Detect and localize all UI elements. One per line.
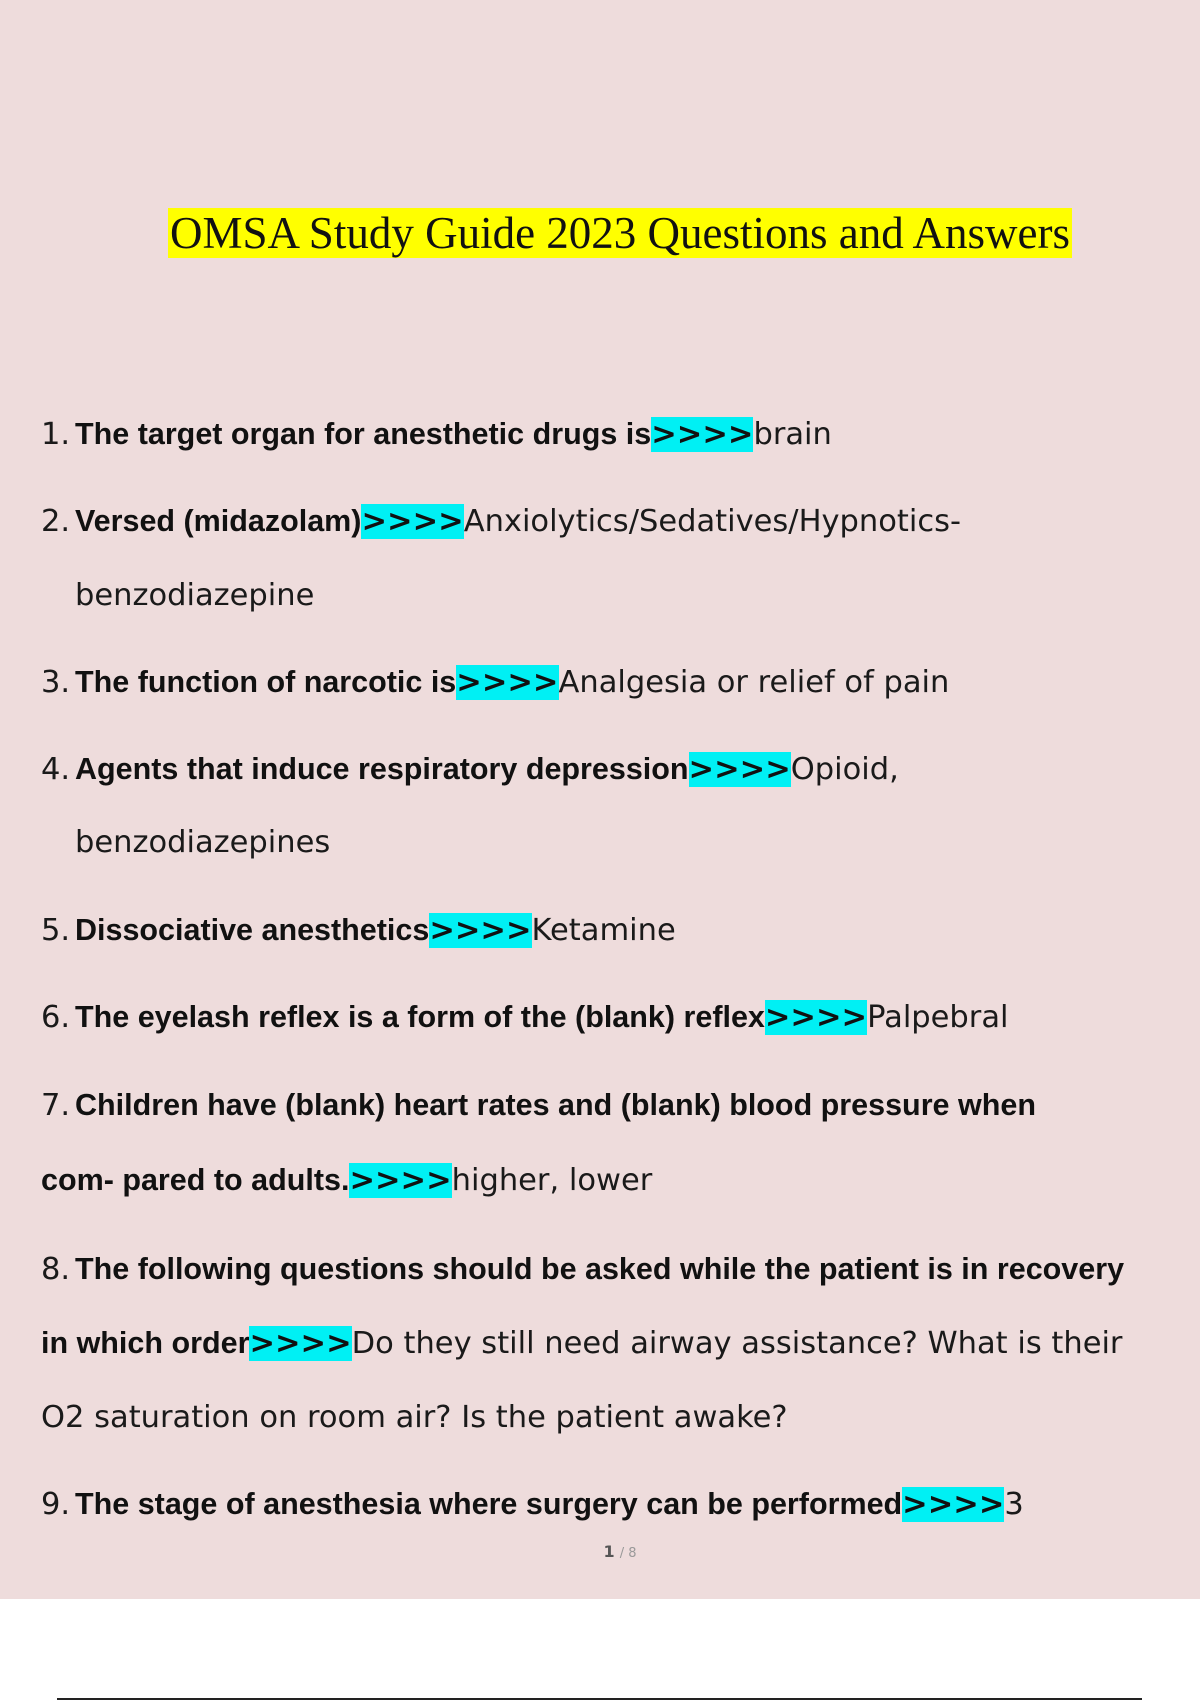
question-text: The stage of anesthesia where surgery can be performed bbox=[75, 1487, 903, 1521]
answer-arrow: >>>> bbox=[902, 1487, 1005, 1522]
qa-item-2 bbox=[41, 502, 961, 541]
answer-text: Palpebral bbox=[867, 1000, 1009, 1035]
answer-text: Ketamine bbox=[531, 913, 676, 948]
answer-text: Opioid, bbox=[790, 752, 899, 787]
question-continuation: com- pared to adults. bbox=[41, 1163, 350, 1197]
question-continuation: in which order bbox=[41, 1326, 250, 1360]
qa-item-4 bbox=[41, 750, 899, 789]
page-total: / 8 bbox=[619, 1546, 637, 1561]
qa-item-7-continuation bbox=[41, 1161, 652, 1200]
item-number: 6. bbox=[41, 1000, 71, 1035]
question-text: Dissociative anesthetics bbox=[75, 913, 430, 947]
qa-item-8 bbox=[41, 1250, 1124, 1289]
answer-text: higher, lower bbox=[451, 1163, 653, 1198]
answer-continuation: benzodiazepines bbox=[75, 825, 331, 860]
item-number: 9. bbox=[41, 1487, 71, 1522]
question-text: Children have (blank) heart rates and (blank) blood pressure when bbox=[75, 1088, 1036, 1122]
answer-text: Analgesia or relief of pain bbox=[558, 665, 950, 700]
answer-arrow: >>>> bbox=[429, 913, 532, 948]
question-text: The eyelash reflex is a form of the (blank) reflex bbox=[75, 1000, 765, 1034]
answer-continuation: O2 saturation on room air? Is the patient awake? bbox=[41, 1400, 788, 1435]
question-text: The target organ for anesthetic drugs is bbox=[75, 417, 652, 451]
question-text: The following questions should be asked while the patient is in recovery bbox=[75, 1252, 1125, 1286]
answer-arrow: >>>> bbox=[361, 504, 464, 539]
question-text: Agents that induce respiratory depression bbox=[75, 752, 689, 786]
answer-continuation: benzodiazepine bbox=[75, 578, 315, 613]
title-text: OMSA Study Guide 2023 Questions and Answers bbox=[169, 208, 1071, 258]
qa-item-9 bbox=[41, 1485, 1024, 1524]
item-number: 1. bbox=[41, 417, 71, 452]
answer-arrow: >>>> bbox=[688, 752, 791, 787]
item-number: 8. bbox=[41, 1252, 71, 1287]
item-number: 4. bbox=[41, 752, 71, 787]
answer-text: Do they still need airway assistance? What is their bbox=[351, 1326, 1123, 1361]
qa-item-8-continuation bbox=[41, 1324, 1122, 1363]
item-number: 5. bbox=[41, 913, 71, 948]
page-current: 1 bbox=[603, 1542, 615, 1561]
item-number: 2. bbox=[41, 504, 71, 539]
question-text: Versed (midazolam) bbox=[75, 504, 362, 538]
answer-text: 3 bbox=[1004, 1487, 1024, 1522]
qa-item-6 bbox=[41, 998, 1009, 1037]
qa-item-1 bbox=[41, 415, 832, 454]
qa-item-5 bbox=[41, 911, 676, 950]
answer-arrow: >>>> bbox=[764, 1000, 868, 1035]
page-indicator bbox=[0, 1542, 1200, 1561]
answer-arrow: >>>> bbox=[456, 665, 559, 700]
answer-text: brain bbox=[753, 417, 832, 452]
answer-arrow: >>>> bbox=[249, 1326, 352, 1361]
qa-item-3 bbox=[41, 663, 949, 702]
item-number: 3. bbox=[41, 665, 71, 700]
answer-arrow: >>>> bbox=[651, 417, 754, 452]
qa-item-7 bbox=[41, 1086, 1036, 1125]
item-number: 7. bbox=[41, 1088, 71, 1123]
answer-arrow: >>>> bbox=[349, 1163, 452, 1198]
question-text: The function of narcotic is bbox=[75, 665, 457, 699]
answer-text: Anxiolytics/Sedatives/Hypnotics- bbox=[463, 504, 961, 539]
document-title bbox=[0, 205, 1200, 261]
